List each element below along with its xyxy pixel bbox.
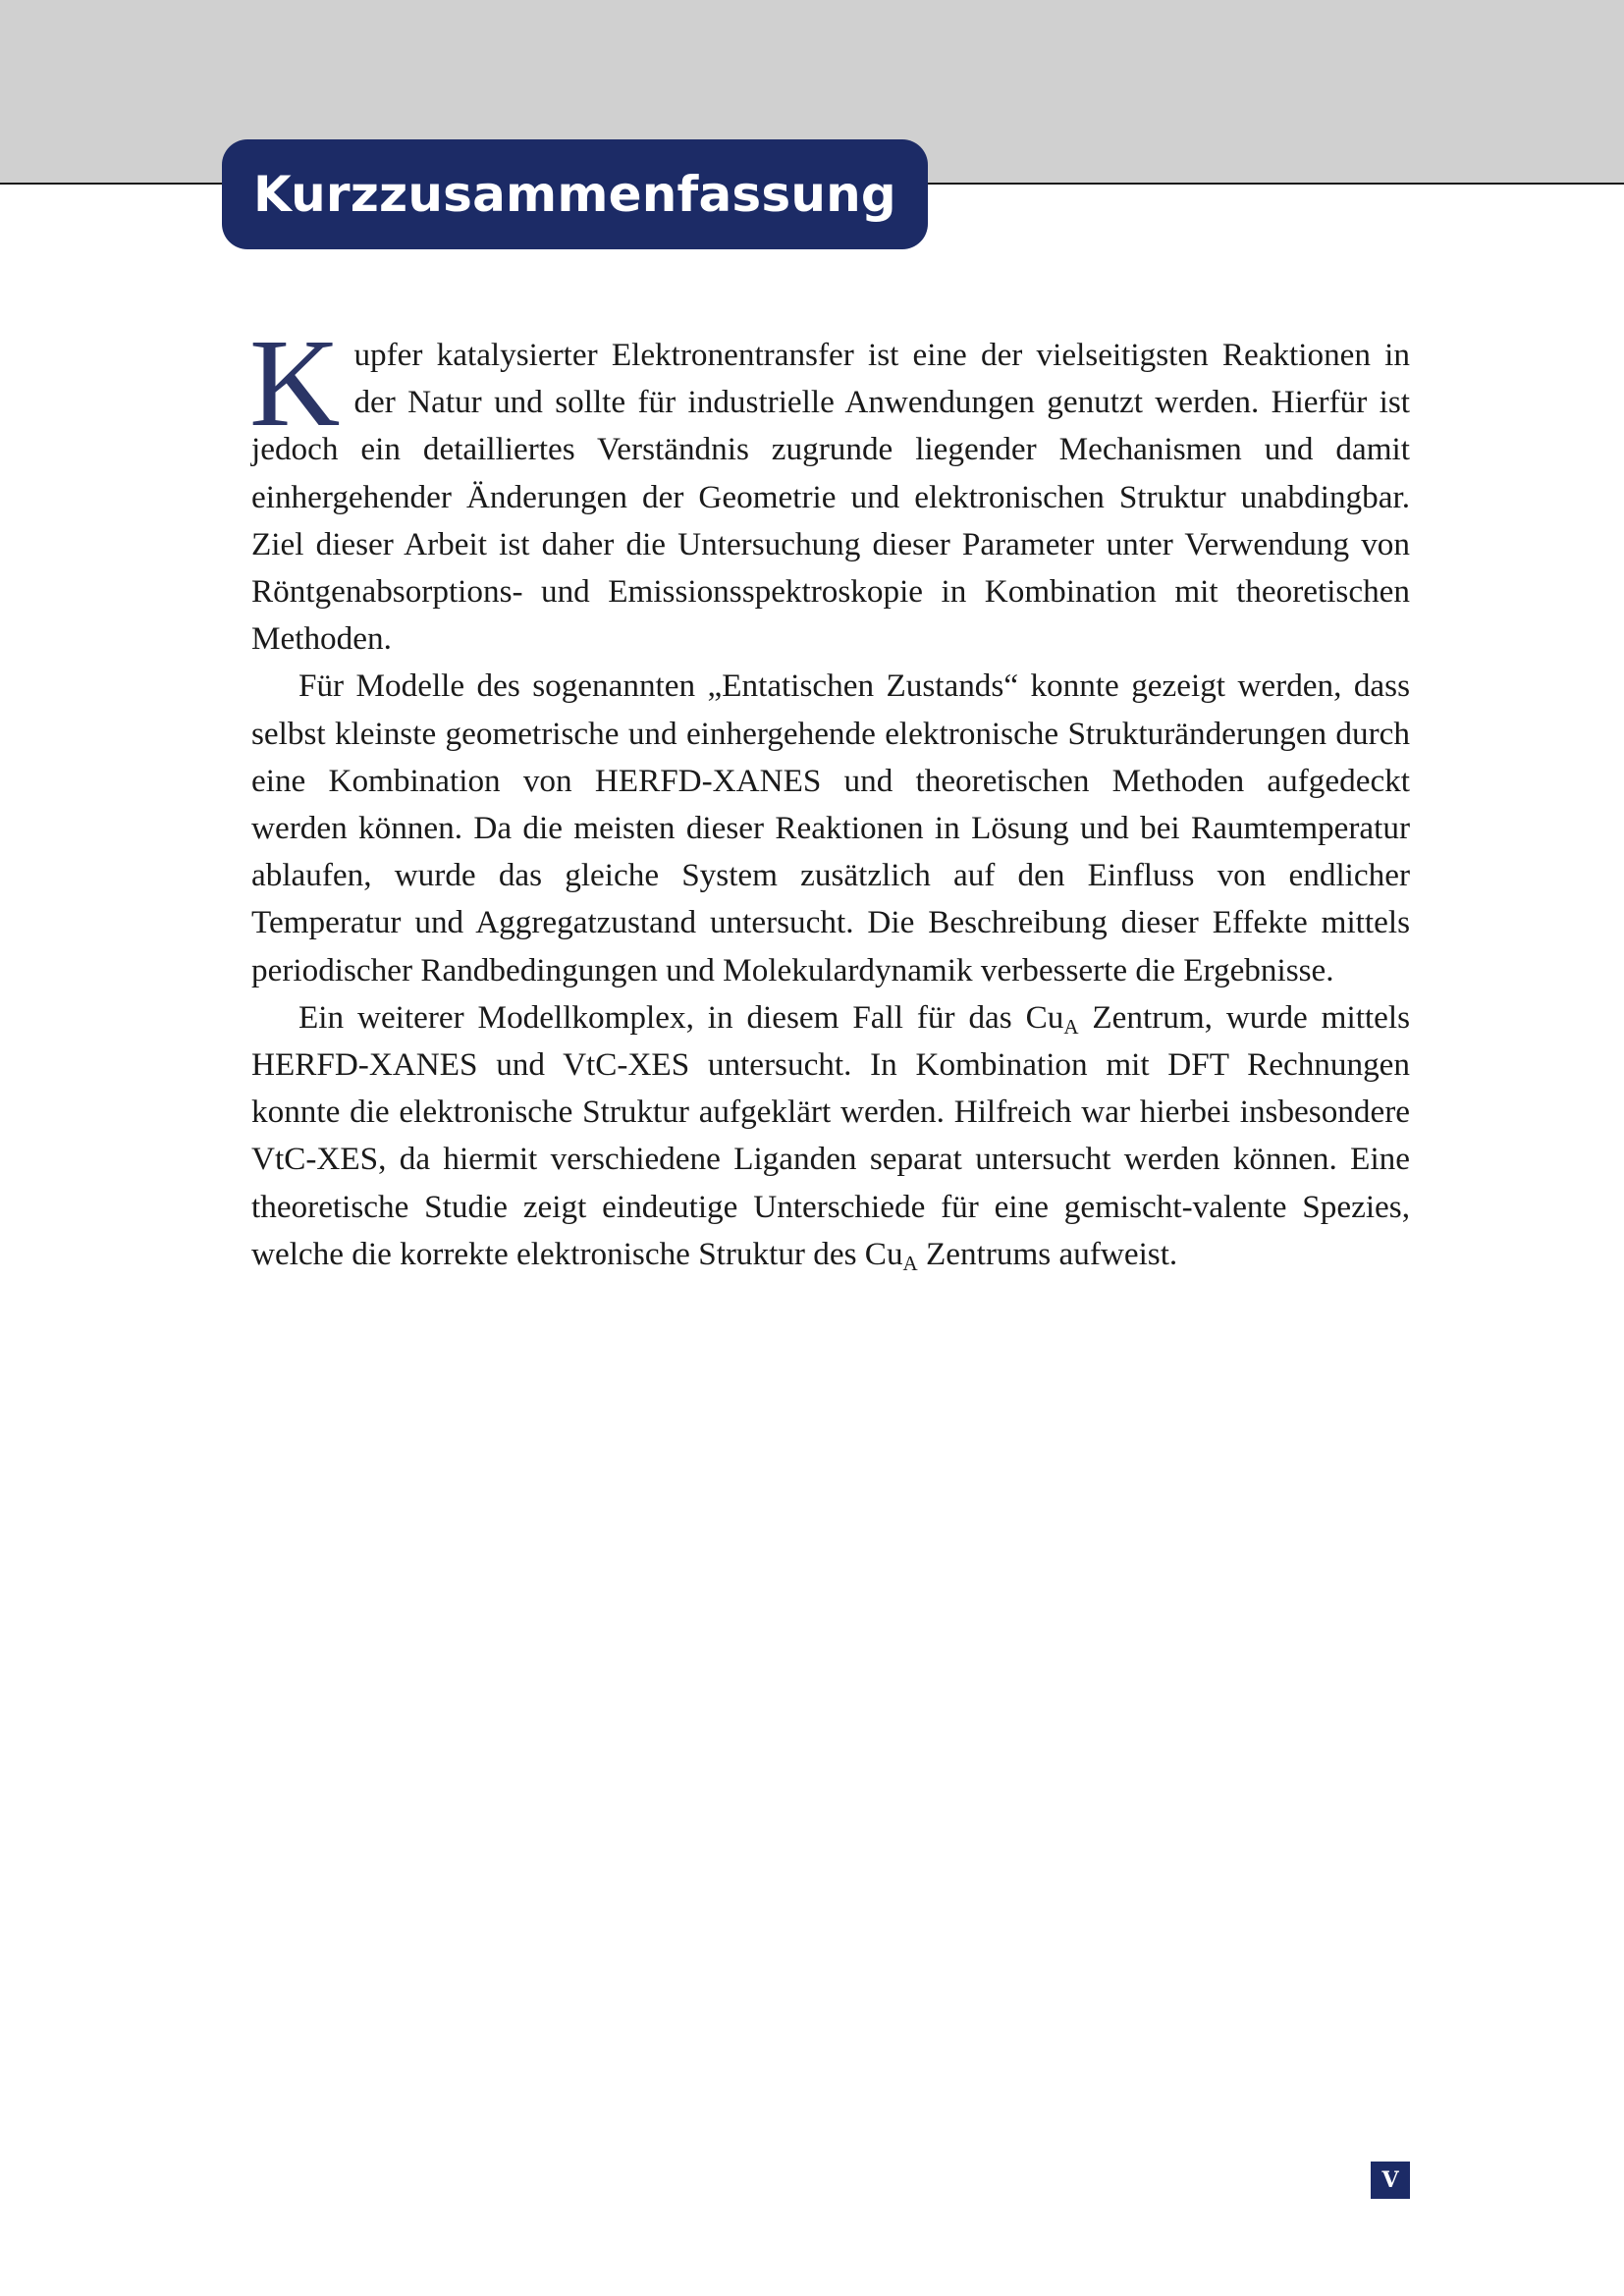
- paragraph-1: [249, 313, 1410, 663]
- chapter-title-tab: [222, 139, 928, 249]
- abstract-text: [249, 313, 1410, 1278]
- drop-cap: K: [249, 313, 341, 453]
- paragraph-3-text-b: Zentrum, wurde mittels HERFD-XANES und VtC-XES untersucht. In Kombination mit DFT Rechnungen konnte die elektronische Struktur aufgeklärt werden. Hilfreich war hierbei insbesondere VtC-XES, da hiermit verschiedene Liganden separat untersucht werden können. Eine theoretische Studie zeigt eindeutige Unterschiede für eine gemischt-valente Spezies, welche die korrekte elektronische Struktur des Cu: [251, 998, 1410, 1272]
- paragraph-3-text-c: Zentrums aufweist.: [917, 1235, 1178, 1272]
- paragraph-2: [251, 663, 1410, 993]
- chapter-title: Kurzzusammenfassung: [253, 166, 896, 223]
- paragraph-3: [251, 994, 1410, 1278]
- subscript-a: A: [1063, 1014, 1079, 1039]
- subscript-a: A: [902, 1251, 918, 1275]
- page-number-badge: [1371, 2162, 1410, 2199]
- paragraph-2-text: Für Modelle des sogenannten „Entatischen Zustands“ konnte gezeigt werden, dass selbst kleinste geometrische und einhergehende elektronische Strukturänderungen durch eine Kombination von HERFD-XANES und theoretischen Methoden aufgedeckt werden können. Da die meisten dieser Reaktionen in Lösung und bei Raumtemperatur ablaufen, wurde das gleiche System zusätzlich auf den Einfluss von endlicher Temperatur und Aggregatzustand untersucht. Die Beschreibung dieser Effekte mittels periodischer Randbedingungen und Molekulardynamik verbesserte die Ergebnisse.: [251, 667, 1410, 988]
- paragraph-3-text-a: Ein weiterer Modellkomplex, in diesem Fall für das Cu: [298, 998, 1064, 1036]
- paragraph-1-text: upfer katalysierter Elektronentransfer ist eine der vielseitigsten Reaktionen in der Natur und sollte für industrielle Anwendungen genutzt werden. Hierfür ist jedoch ein detailliertes Verständnis zugrunde liegender Mechanismen und damit einhergehender Änderungen der Geometrie und elektronischen Struktur unabdingbar. Ziel dieser Arbeit ist daher die Untersuchung dieser Parameter unter Verwendung von Röntgenabsorptions- und Emissionsspektroskopie in Kombination mit theoretischen Methoden.: [251, 337, 1410, 658]
- page-number: V: [1381, 2167, 1399, 2193]
